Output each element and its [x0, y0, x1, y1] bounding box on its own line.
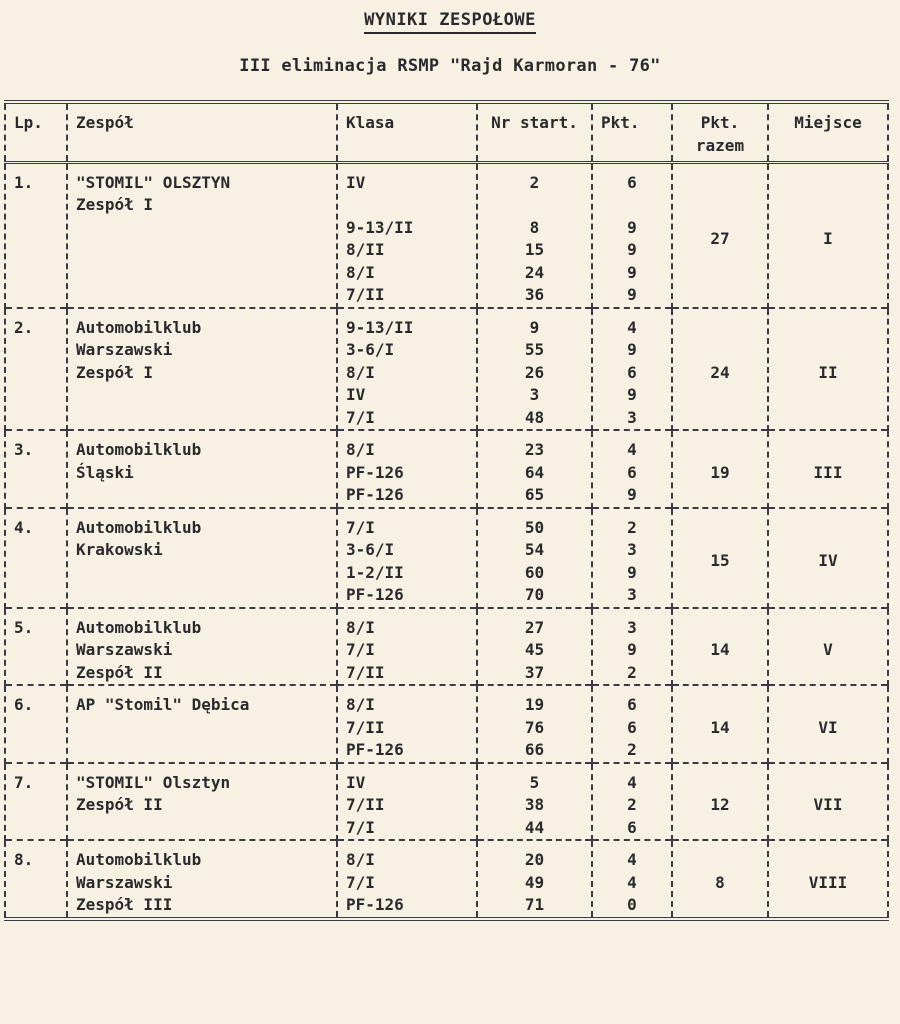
klasa-value: 8/I: [346, 850, 375, 869]
nr-value: 38: [524, 795, 545, 814]
pkt-value: 9: [627, 640, 637, 659]
pkt-value: 3: [627, 617, 637, 637]
nr-value: 54: [524, 540, 545, 559]
cell-lp: 3.: [5, 430, 67, 508]
table-row: [5, 308, 888, 431]
klasa-value: 7/II: [346, 795, 385, 814]
table-row: [5, 508, 888, 608]
header-klasa: Klasa: [337, 102, 477, 162]
pkt-value: 2: [627, 662, 637, 682]
pkt-value: 9: [627, 240, 637, 259]
pkt-value: 4: [627, 317, 637, 337]
cell-nr: [477, 162, 592, 308]
pkt-value: 4: [627, 850, 637, 869]
nr-value: 49: [524, 872, 545, 892]
klasa-value: [346, 194, 468, 217]
document-title: WYNIKI ZESPOŁOWE: [0, 10, 900, 30]
cell-pkt: [592, 608, 672, 686]
team-name-line: Automobilklub: [76, 617, 202, 637]
klasa-value: 7/II: [346, 285, 385, 304]
header-pkt: Pkt.: [592, 102, 672, 162]
cell-team: [67, 430, 337, 508]
cell-nr: [477, 685, 592, 763]
cell-pkt: [592, 430, 672, 508]
nr-value: 23: [524, 440, 545, 459]
pkt-value: 9: [627, 262, 637, 282]
cell-klasa: [337, 763, 477, 841]
klasa-value: 3-6/I: [346, 340, 395, 359]
header-lp: Lp.: [5, 102, 67, 162]
pkt-value: 4: [627, 772, 637, 792]
pkt-value: 6: [627, 717, 637, 737]
nr-value: 15: [524, 240, 545, 259]
team-name-line: Automobilklub: [76, 850, 202, 869]
team-name-line: AP "Stomil" Dębica: [76, 695, 250, 714]
team-name-line: Zespół I: [76, 195, 154, 214]
team-name-line: Warszawski: [76, 340, 173, 359]
pkt-value: 6: [627, 172, 637, 192]
cell-lp: 7.: [5, 763, 67, 841]
pkt-value: 2: [627, 517, 637, 537]
nr-value: 9: [529, 317, 540, 337]
klasa-value: 9-13/II: [346, 317, 414, 337]
pkt-value: 9: [627, 285, 637, 304]
pkt-value: 4: [627, 440, 637, 459]
klasa-value: IV: [346, 385, 366, 404]
klasa-value: 1-2/II: [346, 562, 404, 582]
header-pkt-razem: Pkt. razem: [672, 102, 768, 162]
nr-value: 3: [529, 385, 540, 404]
pkt-value: [601, 194, 663, 217]
pkt-value: 6: [627, 695, 637, 714]
nr-value: 64: [524, 462, 545, 482]
pkt-value: 6: [627, 462, 637, 482]
klasa-value: 8/I: [346, 695, 375, 714]
klasa-value: 8/I: [346, 262, 375, 282]
cell-lp: 8.: [5, 840, 67, 919]
cell-klasa: [337, 508, 477, 608]
team-name-line: Zespół I: [76, 362, 154, 382]
nr-value: 50: [524, 517, 545, 537]
cell-pkt: [592, 508, 672, 608]
table-row: [5, 685, 888, 763]
klasa-value: 8/I: [346, 617, 375, 637]
nr-value: 5: [529, 772, 540, 792]
table-row: [5, 430, 888, 508]
klasa-value: PF-126: [346, 895, 404, 914]
nr-value: [486, 194, 583, 217]
team-name-line: Śląski: [76, 462, 134, 482]
team-name-line: Warszawski: [76, 872, 173, 892]
cell-team: [67, 840, 337, 919]
klasa-value: IV: [346, 772, 366, 792]
klasa-value: 3-6/I: [346, 540, 395, 559]
nr-value: 66: [524, 740, 545, 759]
cell-team: [67, 763, 337, 841]
header-row: [5, 102, 888, 162]
nr-value: 2: [529, 172, 540, 192]
cell-nr: [477, 508, 592, 608]
team-name-line: "STOMIL" OLSZTYN: [76, 172, 231, 192]
klasa-value: 7/I: [346, 872, 375, 892]
cell-team: [67, 162, 337, 308]
cell-miejsce: VIII: [768, 840, 888, 919]
klasa-value: PF-126: [346, 740, 404, 759]
pkt-value: 6: [627, 817, 637, 837]
pkt-value: 9: [627, 340, 637, 359]
cell-nr: [477, 763, 592, 841]
cell-klasa: [337, 162, 477, 308]
cell-klasa: [337, 430, 477, 508]
cell-klasa: [337, 685, 477, 763]
klasa-value: IV: [346, 172, 366, 192]
team-name-line: Automobilklub: [76, 440, 202, 459]
team-name-line: Zespół III: [76, 895, 173, 914]
cell-pkt-razem: 27: [672, 162, 768, 308]
team-name-line: Krakowski: [76, 540, 163, 559]
nr-value: 26: [524, 362, 545, 382]
klasa-value: 9-13/II: [346, 217, 414, 237]
klasa-value: PF-126: [346, 485, 404, 504]
klasa-value: 8/I: [346, 440, 375, 459]
team-name-line: Zespół II: [76, 662, 163, 682]
pkt-value: 2: [627, 795, 637, 814]
cell-pkt-razem: 14: [672, 685, 768, 763]
klasa-value: 7/I: [346, 640, 375, 659]
pkt-value: 9: [627, 485, 637, 504]
pkt-value: 0: [627, 895, 637, 914]
cell-miejsce: II: [768, 308, 888, 431]
table-row: [5, 608, 888, 686]
pkt-value: 9: [627, 385, 637, 404]
cell-pkt-razem: 24: [672, 308, 768, 431]
cell-lp: 6.: [5, 685, 67, 763]
cell-pkt: [592, 162, 672, 308]
cell-nr: [477, 840, 592, 919]
nr-value: 76: [524, 717, 545, 737]
nr-value: 60: [524, 562, 545, 582]
cell-lp: 4.: [5, 508, 67, 608]
cell-team: [67, 308, 337, 431]
nr-value: 19: [524, 695, 545, 714]
cell-team: [67, 508, 337, 608]
cell-team: [67, 685, 337, 763]
cell-lp: 1.: [5, 162, 67, 308]
klasa-value: 7/I: [346, 407, 375, 427]
nr-value: 55: [524, 340, 545, 359]
pkt-value: 4: [627, 872, 637, 892]
pkt-value: 6: [627, 362, 637, 382]
cell-nr: [477, 430, 592, 508]
cell-team: [67, 608, 337, 686]
nr-value: 65: [524, 485, 545, 504]
results-body: [5, 162, 888, 919]
team-name-line: Automobilklub: [76, 517, 202, 537]
cell-pkt-razem: 8: [672, 840, 768, 919]
nr-value: 44: [524, 817, 545, 837]
nr-value: 71: [524, 895, 545, 914]
cell-miejsce: III: [768, 430, 888, 508]
cell-pkt: [592, 840, 672, 919]
nr-value: 48: [524, 407, 545, 427]
cell-lp: 2.: [5, 308, 67, 431]
nr-value: 8: [529, 217, 540, 237]
nr-value: 27: [524, 617, 545, 637]
cell-miejsce: IV: [768, 508, 888, 608]
cell-pkt: [592, 763, 672, 841]
klasa-value: PF-126: [346, 585, 404, 604]
cell-pkt-razem: 12: [672, 763, 768, 841]
cell-pkt: [592, 308, 672, 431]
nr-value: 24: [524, 262, 545, 282]
results-table: [4, 100, 889, 921]
cell-miejsce: V: [768, 608, 888, 686]
nr-value: 70: [524, 585, 545, 604]
klasa-value: 8/I: [346, 362, 375, 382]
cell-lp: 5.: [5, 608, 67, 686]
pkt-value: 2: [627, 740, 637, 759]
cell-pkt: [592, 685, 672, 763]
klasa-value: 7/I: [346, 817, 375, 837]
pkt-value: 3: [627, 540, 637, 559]
pkt-value: 3: [627, 585, 637, 604]
document-subtitle: III eliminacja RSMP "Rajd Karmoran - 76": [239, 56, 661, 76]
cell-pkt-razem: 15: [672, 508, 768, 608]
cell-klasa: [337, 308, 477, 431]
nr-value: 45: [524, 640, 545, 659]
header-miejsce: Miejsce: [768, 102, 888, 162]
team-name-line: Automobilklub: [76, 317, 202, 337]
table-row: [5, 162, 888, 308]
pkt-value: 9: [627, 217, 637, 237]
klasa-value: 7/II: [346, 717, 385, 737]
klasa-value: 8/II: [346, 240, 385, 259]
klasa-value: 7/II: [346, 662, 385, 682]
pkt-value: 9: [627, 562, 637, 582]
nr-value: 37: [524, 662, 545, 682]
cell-pkt-razem: 19: [672, 430, 768, 508]
nr-value: 20: [524, 850, 545, 869]
header-nr-start: Nr start.: [477, 102, 592, 162]
cell-klasa: [337, 840, 477, 919]
cell-klasa: [337, 608, 477, 686]
team-name-line: Warszawski: [76, 640, 173, 659]
klasa-value: PF-126: [346, 462, 404, 482]
nr-value: 36: [524, 285, 545, 304]
table-row: [5, 840, 888, 919]
cell-miejsce: I: [768, 162, 888, 308]
table-row: [5, 763, 888, 841]
pkt-value: 3: [627, 407, 637, 427]
klasa-value: 7/I: [346, 517, 375, 537]
header-zespol: Zespół: [67, 102, 337, 162]
team-name-line: Zespół II: [76, 795, 163, 814]
team-name-line: "STOMIL" Olsztyn: [76, 772, 231, 792]
cell-pkt-razem: 14: [672, 608, 768, 686]
cell-nr: [477, 308, 592, 431]
cell-miejsce: VII: [768, 763, 888, 841]
cell-nr: [477, 608, 592, 686]
cell-miejsce: VI: [768, 685, 888, 763]
